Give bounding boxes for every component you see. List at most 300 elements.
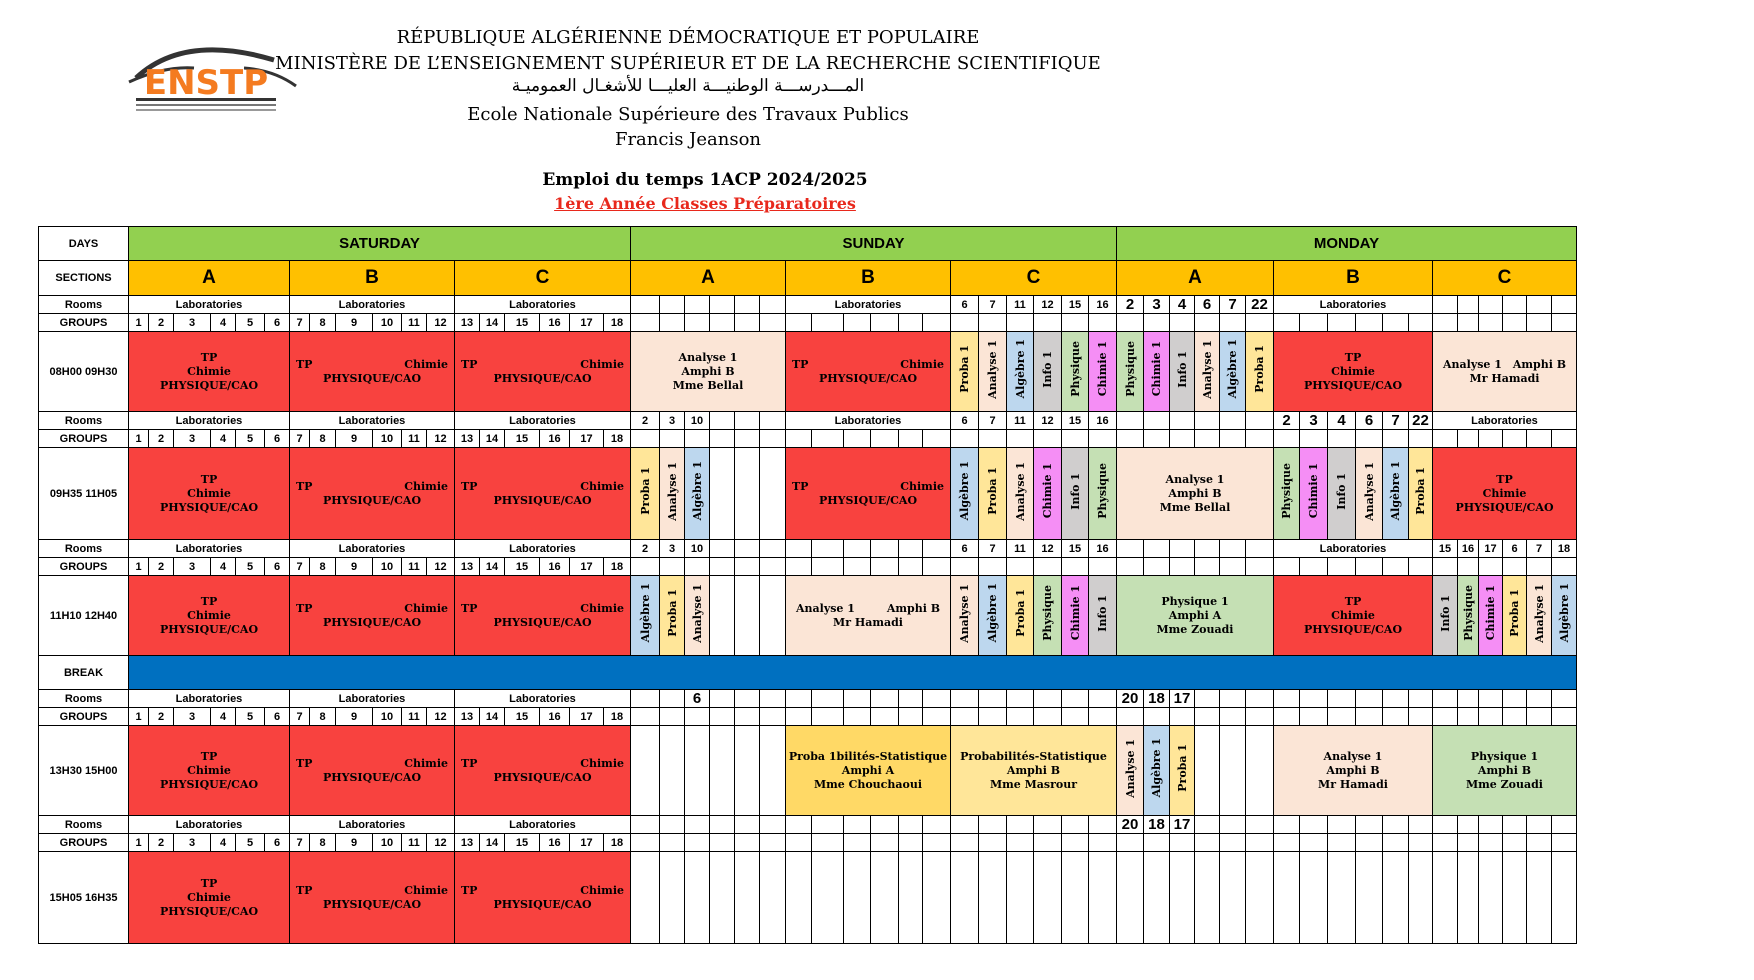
empty-cell xyxy=(631,852,660,944)
break-bar xyxy=(129,656,1577,690)
course-line: PHYSIQUE/CAO xyxy=(159,378,259,392)
room-number: 16 xyxy=(1089,412,1117,430)
empty-cell xyxy=(812,690,844,708)
group-number: 18 xyxy=(604,834,631,852)
room-number: 4 xyxy=(1170,296,1195,314)
empty-cell xyxy=(1246,816,1274,834)
empty-cell xyxy=(844,690,871,708)
group-number: 17 xyxy=(570,708,604,726)
room-number: 6 xyxy=(1195,296,1220,314)
group-number xyxy=(1170,314,1195,332)
group-number xyxy=(631,314,660,332)
rooms-laboratories: Laboratories xyxy=(455,412,631,430)
empty-cell xyxy=(1433,296,1458,314)
course-teacher: Mr Hamadi xyxy=(1469,371,1540,385)
empty-cell xyxy=(786,690,812,708)
group-number: 3 xyxy=(174,834,211,852)
group-number: 7 xyxy=(290,708,310,726)
group-number: 4 xyxy=(211,708,236,726)
section-header: A xyxy=(1117,261,1274,296)
group-number xyxy=(1220,314,1246,332)
group-number xyxy=(899,708,923,726)
group-number xyxy=(735,314,760,332)
group-number xyxy=(1433,834,1458,852)
subject-label: Proba 1 xyxy=(986,467,999,515)
room-number: 6 xyxy=(951,540,979,558)
group-number xyxy=(1552,558,1577,576)
empty-cell xyxy=(1034,816,1062,834)
group-number xyxy=(1274,314,1300,332)
physique-cao-label: PHYSIQUE/CAO xyxy=(322,770,422,784)
room-number: 18 xyxy=(1144,816,1170,834)
subject-cell xyxy=(951,576,979,656)
course-line: Amphi A xyxy=(841,763,895,777)
group-number xyxy=(1328,708,1356,726)
empty-cell xyxy=(951,690,979,708)
subject-cell xyxy=(685,576,710,656)
group-number: 15 xyxy=(505,558,540,576)
subject-label: Info 1 xyxy=(1068,472,1082,510)
group-number: 16 xyxy=(540,430,570,448)
empty-cell xyxy=(1034,690,1062,708)
empty-cell xyxy=(979,690,1007,708)
group-number: 5 xyxy=(236,430,265,448)
room-number: 2 xyxy=(631,412,660,430)
tp-block xyxy=(455,576,631,656)
group-number xyxy=(1220,558,1246,576)
rooms-label: Rooms xyxy=(39,412,129,430)
subject-label: Algèbre 1 xyxy=(690,461,704,521)
tp-block xyxy=(129,448,290,540)
empty-cell xyxy=(1300,690,1328,708)
physique-cao-label: PHYSIQUE/CAO xyxy=(322,615,422,629)
course-room: Amphi B xyxy=(1512,357,1566,371)
empty-cell xyxy=(923,816,951,834)
subject-label: Analyse 1 xyxy=(1123,738,1137,798)
course-line: TP xyxy=(200,876,218,890)
group-number: 11 xyxy=(402,834,427,852)
group-number xyxy=(1034,430,1062,448)
empty-cell xyxy=(1117,540,1144,558)
group-number xyxy=(1503,834,1527,852)
subject-cell xyxy=(1089,332,1117,412)
course-teacher: Mr Hamadi xyxy=(833,615,903,629)
physique-cao-label: PHYSIQUE/CAO xyxy=(493,770,592,784)
subject-label: Algèbre 1 xyxy=(1150,738,1163,798)
document-header xyxy=(0,0,1754,225)
group-number xyxy=(1479,430,1503,448)
course-line: Chimie xyxy=(1331,608,1375,622)
empty-cell xyxy=(979,852,1007,944)
course-line: Physique 1 xyxy=(1470,749,1539,763)
empty-cell xyxy=(685,816,710,834)
group-number: 6 xyxy=(265,430,290,448)
page-subtitle: 1ère Année Classes Préparatoires xyxy=(554,194,856,213)
empty-cell xyxy=(1300,852,1328,944)
course-block xyxy=(1433,726,1577,816)
group-number xyxy=(786,430,812,448)
tp-label: TP xyxy=(461,601,478,615)
group-number xyxy=(786,558,812,576)
group-number xyxy=(844,430,871,448)
group-number: 15 xyxy=(505,430,540,448)
group-number xyxy=(1300,430,1328,448)
room-number: 2 xyxy=(1274,412,1300,430)
empty-cell xyxy=(760,296,786,314)
group-number xyxy=(951,834,979,852)
empty-cell xyxy=(735,690,760,708)
subject-cell xyxy=(1383,448,1409,540)
rooms-laboratories: Laboratories xyxy=(1433,412,1577,430)
empty-cell xyxy=(1274,690,1300,708)
course-line: TP xyxy=(1496,472,1513,486)
subject-label: Physique xyxy=(1041,585,1054,641)
tp-label: TP xyxy=(296,883,313,897)
group-number: 16 xyxy=(540,834,570,852)
group-number: 8 xyxy=(310,834,336,852)
empty-cell xyxy=(710,852,735,944)
group-number xyxy=(685,314,710,332)
subject-cell xyxy=(1274,448,1300,540)
empty-cell xyxy=(660,690,685,708)
group-number xyxy=(1383,430,1409,448)
group-number: 7 xyxy=(290,314,310,332)
group-number xyxy=(923,834,951,852)
course-line: TP xyxy=(1344,350,1362,364)
empty-cell xyxy=(1007,816,1034,834)
empty-cell xyxy=(1503,852,1527,944)
empty-cell xyxy=(1144,852,1170,944)
course-line: PHYSIQUE/CAO xyxy=(159,777,259,791)
physique-cao-label: PHYSIQUE/CAO xyxy=(493,493,592,507)
course-line: PHYSIQUE/CAO xyxy=(159,622,259,636)
group-number xyxy=(923,314,951,332)
group-number: 5 xyxy=(236,558,265,576)
group-number xyxy=(1409,558,1433,576)
group-number xyxy=(1034,558,1062,576)
group-number: 10 xyxy=(373,834,402,852)
section-header: B xyxy=(290,261,455,296)
section-header: A xyxy=(631,261,786,296)
group-number xyxy=(1527,834,1552,852)
rooms-label: Rooms xyxy=(39,296,129,314)
subject-label: Proba 1 xyxy=(1013,589,1027,637)
group-number: 8 xyxy=(310,430,336,448)
empty-cell xyxy=(1220,690,1246,708)
physique-cao-label: PHYSIQUE/CAO xyxy=(322,493,422,507)
rooms-label: Rooms xyxy=(39,690,129,708)
group-number xyxy=(923,558,951,576)
group-number xyxy=(786,708,812,726)
group-number xyxy=(631,708,660,726)
empty-cell xyxy=(979,816,1007,834)
course-line: Mme Bellal xyxy=(672,378,744,392)
group-number xyxy=(1089,558,1117,576)
group-number xyxy=(979,708,1007,726)
tp-label: TP xyxy=(296,479,313,493)
group-number: 9 xyxy=(336,430,373,448)
group-number: 6 xyxy=(265,708,290,726)
group-number xyxy=(1195,708,1220,726)
group-number: 11 xyxy=(402,558,427,576)
group-number: 2 xyxy=(149,834,174,852)
course-line: TP xyxy=(200,749,218,763)
day-monday: MONDAY xyxy=(1117,227,1577,261)
group-number: 18 xyxy=(604,314,631,332)
subject-cell xyxy=(1409,448,1433,540)
empty-cell xyxy=(1479,816,1503,834)
rooms-laboratories: Laboratories xyxy=(786,412,951,430)
subject-cell xyxy=(1300,448,1328,540)
group-number: 13 xyxy=(455,558,480,576)
group-number xyxy=(812,314,844,332)
group-number xyxy=(1328,558,1356,576)
group-number xyxy=(1246,708,1274,726)
subject-cell xyxy=(1007,576,1034,656)
course-line: Chimie xyxy=(187,364,231,378)
group-number xyxy=(1479,834,1503,852)
group-number: 12 xyxy=(427,558,455,576)
group-number xyxy=(1274,834,1300,852)
empty-cell xyxy=(1356,852,1383,944)
empty-cell xyxy=(1479,852,1503,944)
empty-cell xyxy=(951,816,979,834)
subject-label: Algèbre 1 xyxy=(986,583,999,643)
group-number xyxy=(1300,834,1328,852)
group-number xyxy=(1274,430,1300,448)
subject-label: Algèbre 1 xyxy=(1226,339,1239,399)
course-line: Amphi B xyxy=(1477,763,1532,777)
subject-cell xyxy=(1433,576,1458,656)
empty-cell xyxy=(631,816,660,834)
group-number: 3 xyxy=(174,430,211,448)
group-number: 18 xyxy=(604,558,631,576)
group-number xyxy=(1503,708,1527,726)
empty-cell xyxy=(1195,540,1220,558)
room-number: 7 xyxy=(979,540,1007,558)
group-number: 3 xyxy=(174,708,211,726)
empty-cell xyxy=(1246,726,1274,816)
empty-cell xyxy=(1117,412,1144,430)
group-number xyxy=(1503,558,1527,576)
empty-cell xyxy=(1195,816,1220,834)
group-number xyxy=(1144,834,1170,852)
group-number xyxy=(631,430,660,448)
room-number: 17 xyxy=(1170,690,1195,708)
empty-cell xyxy=(1062,852,1089,944)
tp-block xyxy=(290,852,455,944)
room-number: 11 xyxy=(1007,296,1034,314)
empty-cell xyxy=(1409,852,1433,944)
course-line: TP xyxy=(200,594,218,608)
group-number xyxy=(1409,314,1433,332)
subject-label: Info 1 xyxy=(1175,350,1189,388)
subject-label: Analyse 1 xyxy=(690,583,704,643)
tp-label: TP xyxy=(792,357,809,371)
groups-label: GROUPS xyxy=(39,834,129,852)
group-number: 14 xyxy=(480,558,505,576)
tp-block xyxy=(1433,448,1577,540)
group-number xyxy=(1383,834,1409,852)
course-room: Amphi B xyxy=(886,601,940,615)
group-number xyxy=(1195,834,1220,852)
empty-cell xyxy=(844,852,871,944)
physique-cao-label: PHYSIQUE/CAO xyxy=(818,371,918,385)
room-number: 22 xyxy=(1409,412,1433,430)
subject-cell xyxy=(979,448,1007,540)
group-number xyxy=(844,834,871,852)
group-number xyxy=(1527,430,1552,448)
empty-cell xyxy=(1144,540,1170,558)
empty-cell xyxy=(899,852,923,944)
chimie-label: Chimie xyxy=(900,479,944,493)
empty-cell xyxy=(710,448,735,540)
empty-cell xyxy=(1479,296,1503,314)
rooms-laboratories: Laboratories xyxy=(455,690,631,708)
tp-label: TP xyxy=(296,357,313,371)
course-line: Chimie xyxy=(1482,486,1527,500)
tp-label: TP xyxy=(461,883,478,897)
empty-cell xyxy=(760,540,786,558)
tp-block xyxy=(290,576,455,656)
empty-cell xyxy=(1552,296,1577,314)
tp-block xyxy=(1274,576,1433,656)
empty-cell xyxy=(760,816,786,834)
room-number: 2 xyxy=(1117,296,1144,314)
subject-cell xyxy=(1144,332,1170,412)
rooms-laboratories: Laboratories xyxy=(455,296,631,314)
group-number xyxy=(1034,834,1062,852)
physique-cao-label: PHYSIQUE/CAO xyxy=(818,493,918,507)
group-number: 18 xyxy=(604,708,631,726)
group-number xyxy=(1220,430,1246,448)
empty-cell xyxy=(1479,690,1503,708)
tp-label: TP xyxy=(792,479,809,493)
chimie-label: Chimie xyxy=(580,357,624,371)
group-number: 5 xyxy=(236,708,265,726)
course-line: TP xyxy=(1344,594,1362,608)
rooms-laboratories: Laboratories xyxy=(129,816,290,834)
group-number xyxy=(1089,430,1117,448)
group-number: 16 xyxy=(540,314,570,332)
subject-label: Analyse 1 xyxy=(1013,461,1027,521)
group-number xyxy=(786,314,812,332)
group-number xyxy=(735,708,760,726)
subject-cell xyxy=(1503,576,1527,656)
tp-label: TP xyxy=(461,479,478,493)
rooms-label: Rooms xyxy=(39,816,129,834)
empty-cell xyxy=(1144,412,1170,430)
group-number xyxy=(1170,558,1195,576)
empty-cell xyxy=(1170,852,1195,944)
tp-label: TP xyxy=(296,601,313,615)
group-number xyxy=(1089,314,1117,332)
subject-cell xyxy=(1034,332,1062,412)
group-number xyxy=(1458,834,1479,852)
empty-cell xyxy=(1383,852,1409,944)
subject-label: Analyse 1 xyxy=(665,461,679,521)
subject-label: Chimie 1 xyxy=(1150,341,1163,397)
group-number: 11 xyxy=(402,430,427,448)
room-number: 17 xyxy=(1170,816,1195,834)
group-number: 3 xyxy=(174,314,211,332)
group-number xyxy=(1552,314,1577,332)
group-number xyxy=(979,430,1007,448)
course-block xyxy=(1433,332,1577,412)
subject-label: Physique xyxy=(1123,341,1137,397)
group-number xyxy=(1144,708,1170,726)
group-number xyxy=(1409,430,1433,448)
subject-cell xyxy=(1062,332,1089,412)
group-number: 16 xyxy=(540,708,570,726)
empty-cell xyxy=(1007,690,1034,708)
group-number xyxy=(951,314,979,332)
subject-label: Physique xyxy=(1280,463,1293,519)
empty-cell xyxy=(923,690,951,708)
group-number: 14 xyxy=(480,430,505,448)
room-number: 10 xyxy=(685,412,710,430)
physique-cao-label: PHYSIQUE/CAO xyxy=(322,897,422,911)
group-number xyxy=(1062,558,1089,576)
empty-cell xyxy=(1458,296,1479,314)
rooms-label: Rooms xyxy=(39,540,129,558)
group-number: 14 xyxy=(480,708,505,726)
chimie-label: Chimie xyxy=(404,756,448,770)
group-number xyxy=(1356,834,1383,852)
group-number xyxy=(1144,430,1170,448)
group-number: 4 xyxy=(211,430,236,448)
course-line: Mme Chouchaoui xyxy=(813,777,923,791)
subject-cell xyxy=(660,448,685,540)
room-number: 7 xyxy=(979,412,1007,430)
subject-cell xyxy=(631,448,660,540)
rooms-laboratories: Laboratories xyxy=(290,816,455,834)
subject-cell xyxy=(1117,726,1144,816)
empty-cell xyxy=(710,726,735,816)
group-number xyxy=(631,558,660,576)
physique-cao-label: PHYSIQUE/CAO xyxy=(493,897,592,911)
rooms-laboratories: Laboratories xyxy=(455,540,631,558)
subject-label: Algèbre 1 xyxy=(638,583,652,643)
subject-label: Algèbre 1 xyxy=(1013,339,1027,399)
course-line: PHYSIQUE/CAO xyxy=(159,500,259,514)
empty-cell xyxy=(1503,690,1527,708)
course-line: Amphi B xyxy=(1006,763,1061,777)
group-number: 7 xyxy=(290,430,310,448)
timetable xyxy=(38,226,1577,944)
empty-cell xyxy=(1220,852,1246,944)
empty-cell xyxy=(735,726,760,816)
room-number: 15 xyxy=(1062,296,1089,314)
empty-cell xyxy=(786,816,812,834)
group-number xyxy=(1433,430,1458,448)
group-number xyxy=(1527,558,1552,576)
subject-cell xyxy=(1144,726,1170,816)
subject-cell xyxy=(1170,332,1195,412)
group-number: 2 xyxy=(149,708,174,726)
group-number: 10 xyxy=(373,314,402,332)
empty-cell xyxy=(1117,852,1144,944)
rooms-laboratories: Laboratories xyxy=(129,540,290,558)
empty-cell xyxy=(735,816,760,834)
empty-cell xyxy=(760,726,786,816)
subject-cell xyxy=(1062,576,1089,656)
group-number xyxy=(735,558,760,576)
chimie-label: Chimie xyxy=(404,883,448,897)
empty-cell xyxy=(1383,690,1409,708)
group-number xyxy=(1007,430,1034,448)
group-number xyxy=(1007,558,1034,576)
